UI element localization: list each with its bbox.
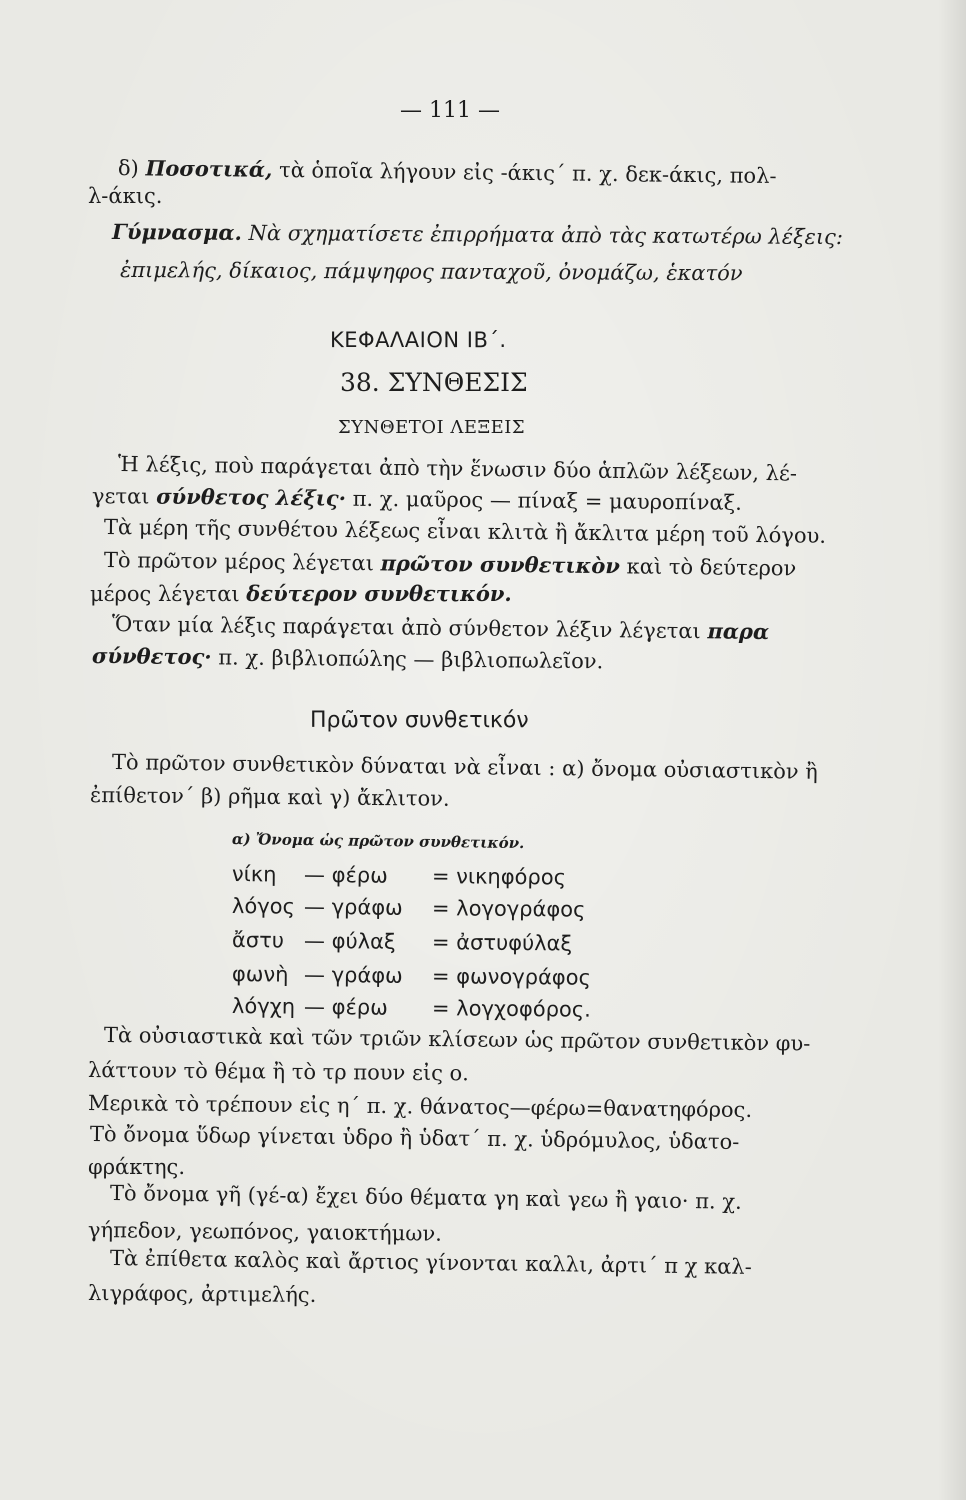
first-part-post: καὶ τὸ δεύτερον <box>626 554 797 581</box>
example-result: = ἀστυφύλαξ <box>431 930 573 956</box>
example-verb: — γράφω <box>303 962 403 988</box>
nouns-line-2: λάττουν τὸ θέμα ἢ τὸ τρ πουν εἰς ο. <box>87 1058 470 1086</box>
example-word: λόγχη <box>231 994 296 1019</box>
para-line-2 <box>92 645 604 672</box>
earth-line-1: Τὸ ὄνομα γῆ (γέ-α) ἔχει δύο θέματα γη καὶ γεω ἢ γαιο· π. χ. <box>109 1181 742 1214</box>
second-part-line <box>90 583 512 605</box>
chapter-heading: ΚΕΦΑΛΑΙΟΝ ΙΒ΄. <box>330 328 507 352</box>
water-line-1: Τὸ ὄνομα ὕδωρ γίνεται ὑδρο ἢ ὑδατ΄ π. χ. ὑδρόμυλος, ὑδατο- <box>89 1122 740 1154</box>
example-word: ἄστυ <box>231 928 285 953</box>
noun-subheading: α) Ὄνομα ὡς πρῶτον συνθετικόν. <box>231 830 525 853</box>
subsection-title: ΣΥΝΘΕΤΟΙ ΛΕΞΕΙΣ <box>338 417 526 438</box>
first-part-term: πρῶτον συνθετικὸν <box>380 550 621 579</box>
page-number: — 111 — <box>400 98 500 123</box>
definition-parts: Τὰ μέρη τῆς συνθέτου λέξεως εἶναι κλιτὰ ἢ ἄκλιτα μέρη τοῦ λόγου. <box>103 515 827 548</box>
example-verb: — γράφω <box>303 894 403 920</box>
earth-line-2: γήπεδον, γεωπόνος, γαιοκτήμων. <box>87 1218 443 1246</box>
delta-item-text: τὰ ὁποῖα λήγουν εἰς -άκις΄ π. χ. δεκ-άκις, πολ- <box>278 157 777 189</box>
delta-item-line <box>118 157 777 187</box>
definition-example: π. χ. μαῦρος — πίναξ = μαυροπίναξ. <box>352 486 742 515</box>
example-row <box>232 962 591 990</box>
example-row <box>232 862 566 889</box>
para-example: π. χ. βιβλιοπώλης — βιβλιοπωλεῖον. <box>218 645 604 674</box>
second-part-term: δεύτερον συνθετικόν. <box>246 581 512 606</box>
delta-item-label: δ) <box>117 156 139 181</box>
example-verb: — φέρω <box>303 994 388 1020</box>
first-part-line <box>104 549 797 579</box>
para-term-1: παρα <box>707 618 770 645</box>
definition-line-2 <box>92 485 742 514</box>
first-part-pre: Τὸ πρῶτον μέρος λέγεται <box>103 548 375 576</box>
para-pre: Ὅταν μία λέξις παράγεται ἀπὸ σύνθετον λέξιν λέγεται <box>111 612 701 644</box>
first-compound-intro-1: Τὸ πρῶτον συνθετικὸν δύναται νὰ εἶναι : α) ὄνομα οὐσιαστικὸν ἢ <box>111 750 819 784</box>
example-row <box>232 928 572 956</box>
example-row <box>232 994 591 1022</box>
delta-item-cont: λ-άκις. <box>88 184 163 208</box>
second-part-pre: μέρος λέγεται <box>90 582 240 606</box>
definition-pre: γεται <box>91 484 150 509</box>
adjective-line-1: Τὰ ἐπίθετα καλὸς καὶ ἄρτιος γίνονται καλλι, ἀρτι΄ π χ καλ- <box>109 1246 752 1279</box>
example-word: νίκη <box>231 862 277 887</box>
example-verb: — φέρω <box>303 862 388 888</box>
example-word: φωνὴ <box>231 962 289 987</box>
example-word: λόγος <box>231 894 296 919</box>
definition-term: σύνθετος λέξις· <box>156 483 347 511</box>
water-line-2: φράκτης. <box>88 1155 185 1179</box>
example-result: = λογογράφος <box>431 896 586 922</box>
exercise-words: ἐπιμελής, δίκαιος, πάμψηφος πανταχοῦ, ὀνομάζω, ἑκατόν <box>119 258 743 286</box>
example-result: = φωνογράφος <box>431 964 592 990</box>
first-compound-heading: Πρῶτον συνθετικόν <box>310 708 529 733</box>
first-compound-intro-2: ἐπίθετον΄ β) ρῆμα καὶ γ) ἄκλιτον. <box>89 783 450 811</box>
example-row <box>232 894 586 922</box>
section-title: 38. ΣΥΝΘΕΣΙΣ <box>340 368 528 397</box>
para-line <box>112 613 769 643</box>
example-verb: — φύλαξ <box>303 928 396 954</box>
delta-item-term: Ποσοτικά, <box>145 155 273 182</box>
nouns-line-1: Τὰ οὐσιαστικὰ καὶ τῶν τριῶν κλίσεων ὡς πρῶτον συνθετικὸν φυ- <box>103 1023 811 1056</box>
exercise-instruction: Νὰ σχηματίσετε ἐπιρρήματα ἀπὸ τὰς κατωτέρω λέξεις: <box>248 220 844 250</box>
definition-line-1: Ἡ λέξις, ποὺ παράγεται ἀπὸ τὴν ἕνωσιν δύο ἁπλῶν λέξεων, λέ- <box>117 452 798 486</box>
example-result: = λογχοφόρος. <box>431 996 591 1022</box>
some-line: Μερικὰ τὸ τρέπουν εἰς η΄ π. χ. θάνατος—φέρω=θανατηφόρος. <box>87 1091 753 1122</box>
para-term-2: σύνθετος· <box>91 643 212 670</box>
page-edge-shadow <box>938 0 966 1500</box>
exercise-line <box>112 221 843 248</box>
exercise-label: Γύμνασμα. <box>111 219 243 245</box>
example-result: = νικηφόρος <box>431 864 567 890</box>
adjective-line-2: λιγράφος, ἀρτιμελής. <box>87 1281 317 1307</box>
